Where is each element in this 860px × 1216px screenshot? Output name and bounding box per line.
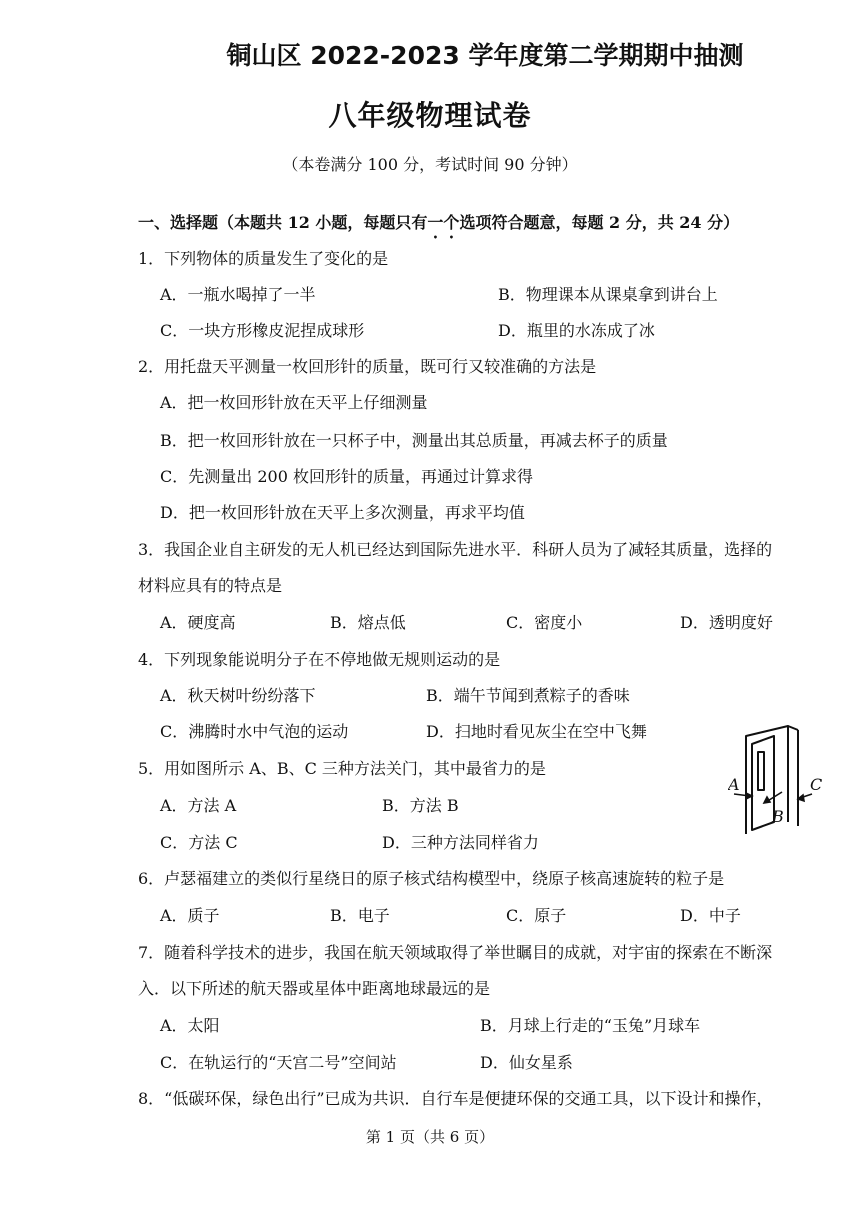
question-4-stem: 4．下列现象能说明分子在不停地做无规则运动的是 xyxy=(138,650,501,669)
question-5-stem: 5．用如图所示 A、B、C 三种方法关门，其中最省力的是 xyxy=(138,759,546,778)
question-1-option-a: A．一瓶水喝掉了一半 xyxy=(160,285,316,304)
question-7-option-c: C．在轨运行的“天宫二号”空间站 xyxy=(160,1053,397,1072)
question-3-stem: 3．我国企业自主研发的无人机已经达到国际先进水平．科研人员为了减轻其质量，选择的 xyxy=(138,540,773,559)
question-6-stem: 6．卢瑟福建立的类似行星绕日的原子核式结构模型中，绕原子核高速旋转的粒子是 xyxy=(138,869,725,888)
question-1-option-c: C．一块方形橡皮泥捏成球形 xyxy=(160,321,365,340)
exam-note: （本卷满分 100 分，考试时间 90 分钟） xyxy=(282,155,578,174)
question-7-option-d: D．仙女星系 xyxy=(480,1053,573,1072)
exam-title: 铜山区 2022-2023 学年度第二学期期中抽测 xyxy=(226,41,744,70)
question-6-option-c: C．原子 xyxy=(506,906,567,925)
label-c: C xyxy=(810,775,823,794)
question-2-option-a: A．把一枚回形针放在天平上仔细测量 xyxy=(160,393,428,412)
question-5-option-d: D．三种方法同样省力 xyxy=(382,833,539,852)
question-3-option-d: D．透明度好 xyxy=(680,613,773,632)
question-4-option-a: A．秋天树叶纷纷落下 xyxy=(160,686,316,705)
question-1-stem: 1．下列物体的质量发生了变化的是 xyxy=(138,249,389,268)
question-7-option-b: B．月球上行走的“玉兔”月球车 xyxy=(480,1016,701,1035)
section-heading-pre: 一、选择题（本题共 12 小题，每题只有 xyxy=(138,213,428,232)
section-heading-post: 选项符合题意，每题 2 分，共 24 分） xyxy=(459,213,740,232)
question-7-stem: 7．随着科学技术的进步，我国在航天领域取得了举世瞩目的成就，对宇宙的探索在不断深 xyxy=(138,943,773,962)
label-a: A xyxy=(728,775,740,794)
section-heading-emphasis: 一个 xyxy=(427,213,460,232)
door-figure xyxy=(728,722,824,838)
question-2-stem: 2．用托盘天平测量一枚回形针的质量，既可行又较准确的方法是 xyxy=(138,357,597,376)
label-b: B xyxy=(772,807,784,826)
section-heading xyxy=(138,210,739,242)
question-3-option-a: A．硬度高 xyxy=(160,613,236,632)
question-6-option-a: A．质子 xyxy=(160,906,220,925)
question-1-option-b: B．物理课本从课桌拿到讲台上 xyxy=(498,285,718,304)
question-4-option-d: D．扫地时看见灰尘在空中飞舞 xyxy=(426,722,647,741)
question-2-option-d: D．把一枚回形针放在天平上多次测量，再求平均值 xyxy=(160,503,525,522)
question-4-option-c: C．沸腾时水中气泡的运动 xyxy=(160,722,349,741)
question-5-option-c: C．方法 C xyxy=(160,833,238,852)
question-2-option-b: B．把一枚回形针放在一只杯子中，测量出其总质量，再减去杯子的质量 xyxy=(160,431,668,450)
question-4-option-b: B．端午节闻到煮粽子的香味 xyxy=(426,686,630,705)
door-window xyxy=(758,752,764,790)
question-2-option-c: C．先测量出 200 枚回形针的质量，再通过计算求得 xyxy=(160,467,533,486)
question-3-option-c: C．密度小 xyxy=(506,613,583,632)
page-footer: 第 1 页（共 6 页） xyxy=(365,1128,495,1146)
question-3-stem-continued: 材料应具有的特点是 xyxy=(138,576,283,595)
question-3-option-b: B．熔点低 xyxy=(330,613,406,632)
question-7-option-a: A．太阳 xyxy=(160,1016,220,1035)
question-5-option-b: B．方法 B xyxy=(382,796,459,815)
question-1-option-d: D．瓶里的水冻成了冰 xyxy=(498,321,655,340)
question-6-option-d: D．中子 xyxy=(680,906,741,925)
exam-subtitle: 八年级物理试卷 xyxy=(328,99,532,132)
question-6-option-b: B．电子 xyxy=(330,906,390,925)
question-7-stem-continued: 入．以下所述的航天器或星体中距离地球最远的是 xyxy=(138,979,491,998)
question-5-option-a: A．方法 A xyxy=(160,796,237,815)
question-8-stem: 8．“低碳环保，绿色出行”已成为共识．自行车是便捷环保的交通工具，以下设计和操作， xyxy=(138,1089,773,1108)
